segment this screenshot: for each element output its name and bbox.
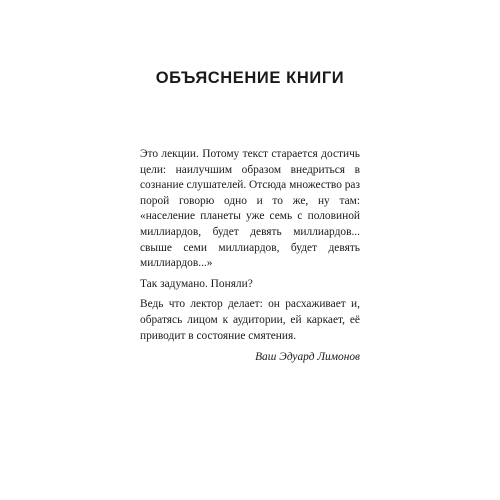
body-text: [140, 147, 360, 371]
page-title: ОБЪЯСНЕНИЕ КНИГИ: [155, 69, 345, 87]
author-signature: Ваш Эдуард Лимонов: [255, 351, 360, 364]
paragraph-1: Это лекции. Потому текст старается достичь цели: наилучшим образом внедриться в сознание слушателей. Отсюда множество раз порой говорю одно и то же, ну там: «население планеты уже семь с половиной миллиардов, будет девять миллиардов... свыше семи миллиардов, будет девять миллиардов...»: [140, 148, 360, 270]
paragraph-3: Ведь что лектор делает: он расхаживает и, обратясь лицом к аудитории, ей каркает, её приводит в состояние смятения.: [140, 298, 360, 342]
paragraph-2: Так задумано. Поняли?: [140, 277, 253, 290]
